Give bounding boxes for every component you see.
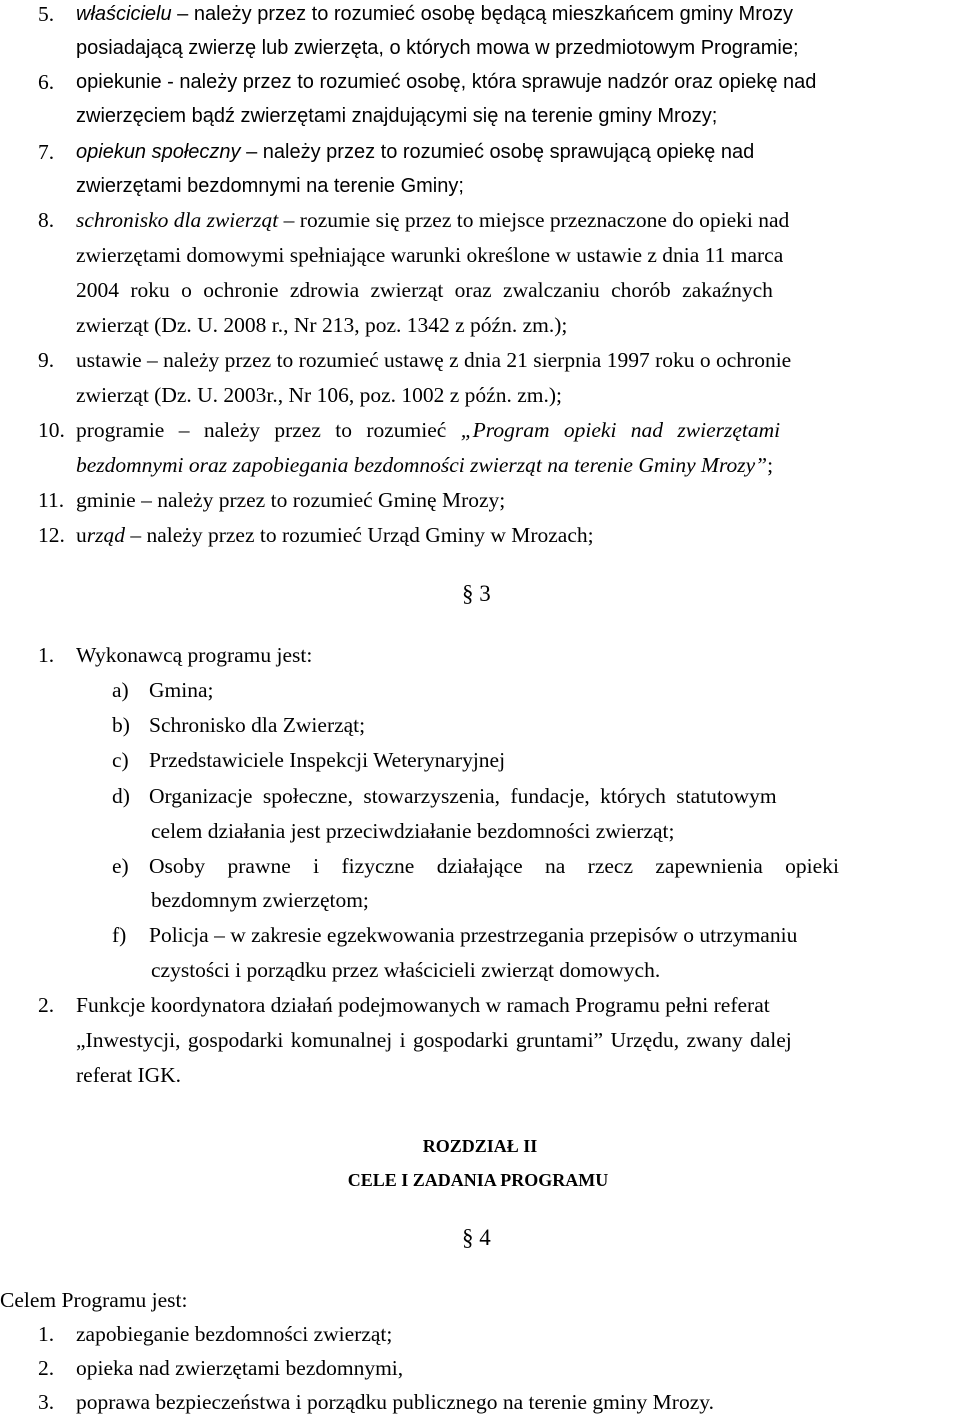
term: „Program opieki nad zwierzętami xyxy=(460,418,781,442)
list-item-line: zwierzętami domowymi spełniające warunki określone w ustawie z dnia 11 marca xyxy=(76,243,784,267)
section-sign-4: § 4 xyxy=(462,1225,491,1250)
term: schronisko dla zwierząt xyxy=(76,208,279,232)
list-number: 8. xyxy=(38,208,55,232)
definition-text: – należy przez to rozumieć osobę sprawującą opiekę nad xyxy=(240,141,755,163)
sub-letter: b) xyxy=(112,713,130,737)
list-number: 1. xyxy=(38,1322,55,1346)
list-item-line: zwierząt (Dz. U. 2008 r., Nr 213, poz. 1342 z późn. zm.); xyxy=(76,313,568,337)
list-item-line xyxy=(76,0,793,28)
list-item-line xyxy=(76,451,773,479)
chapter-title: ROZDZIAŁ II xyxy=(422,1136,538,1156)
list-item-line: zwierząt (Dz. U. 2003r., Nr 106, poz. 1002 z późn. zm.); xyxy=(76,383,562,407)
list-number: 6. xyxy=(38,70,55,94)
paragraph-line: referat IGK. xyxy=(76,1063,182,1087)
sub-letter: f) xyxy=(112,923,127,947)
definition-text: ; xyxy=(767,453,774,477)
list-number: 10. xyxy=(38,418,65,442)
list-item-line xyxy=(76,416,780,444)
list-item-line: opiekunie - należy przez to rozumieć osobę, która sprawuje nadzór oraz opiekę nad xyxy=(76,71,817,93)
list-number: 9. xyxy=(38,348,55,372)
sub-item-line: Gmina; xyxy=(149,678,214,702)
sub-item-line: Policja – w zakresie egzekwowania przestrzegania przepisów o utrzymaniu xyxy=(149,923,798,947)
paragraph-text: Wykonawcą programu jest: xyxy=(76,643,313,667)
sub-letter: d) xyxy=(112,784,130,808)
section-intro: Celem Programu jest: xyxy=(0,1288,188,1312)
term: rząd xyxy=(86,523,125,547)
list-number: 5. xyxy=(38,2,55,26)
list-number: 11. xyxy=(38,488,65,512)
term: opiekun społeczny xyxy=(76,141,241,163)
list-item-line xyxy=(76,521,594,549)
definition-text: – rozumie się przez to miejsce przeznaczone do opieki nad xyxy=(278,208,790,232)
definition-text: – należy przez to rozumieć Urząd Gminy w Mrozach; xyxy=(124,523,594,547)
sub-item-line: Osoby prawne i fizyczne działające na rzecz zapewnienia opieki xyxy=(149,854,839,878)
sub-item-line: bezdomnym zwierzętom; xyxy=(151,888,369,912)
sub-letter: c) xyxy=(112,748,129,772)
definition-text: – należy przez to rozumieć osobę będącą mieszkańcem gminy Mrozy xyxy=(171,3,793,25)
list-number: 2. xyxy=(38,993,55,1017)
section-sign-3: § 3 xyxy=(462,581,491,606)
sub-letter: e) xyxy=(112,854,129,878)
list-number: 3. xyxy=(38,1390,55,1414)
list-item-line: zwierzęciem bądź zwierzętami znajdującymi się na terenie gminy Mrozy; xyxy=(76,105,718,127)
chapter-subtitle: CELE I ZADANIA PROGRAMU xyxy=(347,1170,609,1190)
sub-item-line: Organizacje społeczne, stowarzyszenia, fundacje, których statutowym xyxy=(149,784,777,808)
goal-item: poprawa bezpieczeństwa i porządku publicznego na terenie gminy Mrozy. xyxy=(76,1390,714,1414)
list-item-line: zwierzętami bezdomnymi na terenie Gminy; xyxy=(76,175,464,197)
list-item-line: posiadającą zwierzę lub zwierzęta, o których mowa w przedmiotowym Programie; xyxy=(76,37,799,59)
list-item-line xyxy=(76,138,754,166)
sub-item-line: Schronisko dla Zwierząt; xyxy=(149,713,366,737)
term: właścicielu xyxy=(76,3,172,25)
definition-text: u xyxy=(76,523,87,547)
list-number: 7. xyxy=(38,140,55,164)
sub-item-line: celem działania jest przeciwdziałanie bezdomności zwierząt; xyxy=(151,819,675,843)
sub-letter: a) xyxy=(112,678,129,702)
sub-item-line: Przedstawiciele Inspekcji Weterynaryjnej xyxy=(149,748,506,772)
list-item-line: ustawie – należy przez to rozumieć ustawę z dnia 21 sierpnia 1997 roku o ochronie xyxy=(76,348,792,372)
term: bezdomnymi oraz zapobiegania bezdomności zwierząt na terenie Gminy Mrozy” xyxy=(76,453,768,477)
paragraph-line: „Inwestycji, gospodarki komunalnej i gospodarki gruntami” Urzędu, zwany dalej xyxy=(76,1028,792,1052)
goal-item: zapobieganie bezdomności zwierząt; xyxy=(76,1322,393,1346)
goal-item: opieka nad zwierzętami bezdomnymi, xyxy=(76,1356,404,1380)
list-item-line xyxy=(76,206,789,234)
list-item-line: 2004 roku o ochronie zdrowia zwierząt oraz zwalczaniu chorób zakaźnych xyxy=(76,278,773,302)
list-number: 12. xyxy=(38,523,65,547)
paragraph-line: Funkcje koordynatora działań podejmowanych w ramach Programu pełni referat xyxy=(76,993,770,1017)
definition-text: programie – należy przez to rozumieć xyxy=(76,418,461,442)
list-number: 2. xyxy=(38,1356,55,1380)
list-item-line: gminie – należy przez to rozumieć Gminę Mrozy; xyxy=(76,488,506,512)
sub-item-line: czystości i porządku przez właścicieli zwierząt domowych. xyxy=(151,958,661,982)
list-number: 1. xyxy=(38,643,55,667)
